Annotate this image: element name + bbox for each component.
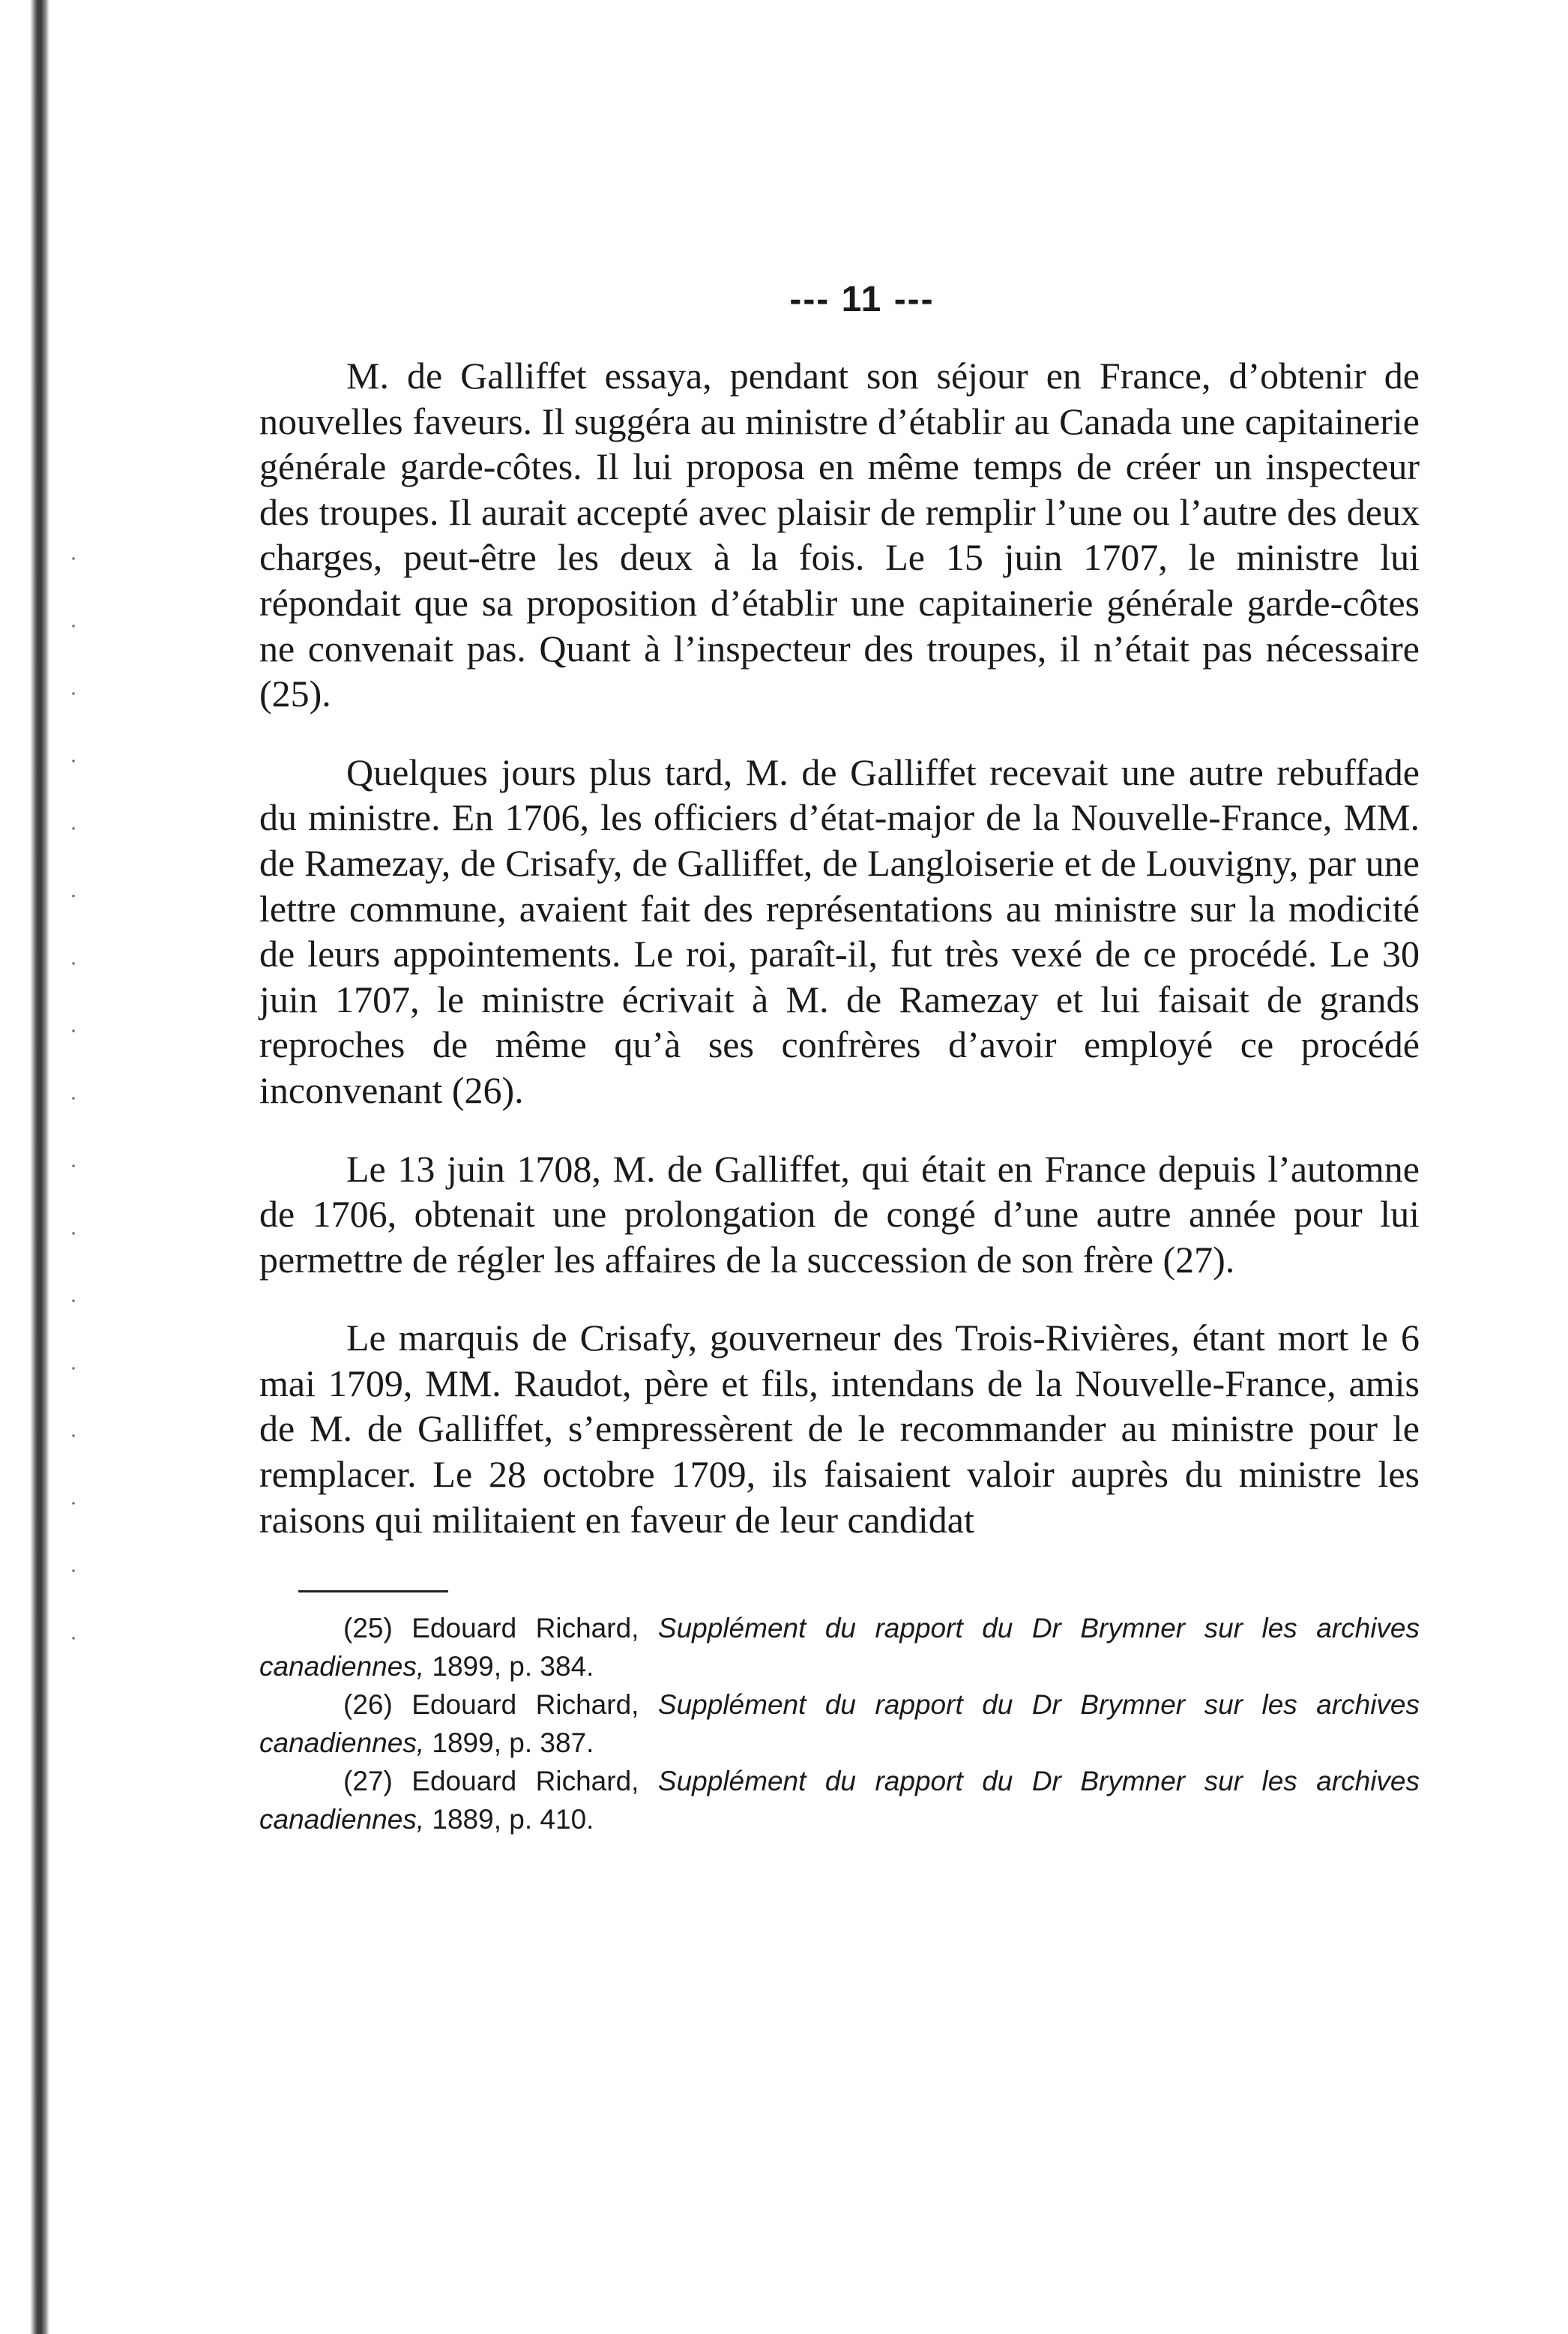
- footnote-title: Supplément du rapport du Dr Brymner sur les archives canadiennes,: [259, 1689, 1420, 1759]
- book-page: [259, 279, 1420, 1838]
- footnote-ref: 1899, p. 387.: [432, 1727, 594, 1759]
- footnote-author: Edouard Richard,: [411, 1766, 639, 1797]
- footnote-ref: 1889, p. 410.: [432, 1804, 594, 1835]
- paragraph-2: Quelques jours plus tard, M. de Galliffet recevait une autre rebuffade du ministre. En 1706, les officiers d’état-major de la Nouvelle-France, MM. de Ramezay, de Crisafy, de Galliffet, de Langloiserie et de Louvigny, par une lettre commune, avaient fait des représentations au ministre sur la modicité de leurs appointements. Le roi, paraît-il, fut très vexé de ce procédé. Le 30 juin 1707, le ministre écrivait à M. de Ramezay et lui faisait de grands reproches de même qu’à ses confrères d’avoir employé ce procédé inconvenant (26).: [259, 751, 1420, 1111]
- footnote-ref: 1899, p. 384.: [432, 1651, 594, 1682]
- scan-binding-edge: [30, 0, 49, 2334]
- footnote-divider: [298, 1590, 448, 1592]
- footnote-27: [259, 1762, 1420, 1838]
- footnote-number: (25): [343, 1613, 393, 1644]
- paragraph-1: M. de Galliffet essaya, pendant son séjour en France, d’obtenir de nouvelles faveurs. Il suggéra au ministre d’établir au Canada une capitainerie générale garde-côtes. Il lui proposa en même temps de créer un inspecteur des troupes. Il aurait accepté avec plaisir de remplir l’une ou l’autre des deux charges, peut-être les deux à la fois. Le 15 juin 1707, le ministre lui répondait que sa proposition d’établir une capitainerie générale garde-côtes ne convenait pas. Quant à l’inspecteur des troupes, il n’était pas nécessaire (25).: [259, 355, 1420, 715]
- footnote-author: Edouard Richard,: [411, 1689, 639, 1721]
- scan-noise: [66, 525, 81, 1649]
- footnote-26: [259, 1685, 1420, 1762]
- footnote-number: (26): [343, 1689, 393, 1721]
- footnote-number: (27): [343, 1766, 393, 1797]
- footnote-25: [259, 1609, 1420, 1685]
- footnote-title: Supplément du rapport du Dr Brymner sur les archives canadiennes,: [259, 1613, 1420, 1682]
- footnote-author: Edouard Richard,: [411, 1613, 639, 1644]
- paragraph-3: Le 13 juin 1708, M. de Galliffet, qui était en France depuis l’automne de 1706, obtenait une prolongation de congé d’une autre année pour lui permettre de régler les affaires de la succession de son frère (27).: [259, 1147, 1420, 1281]
- page-number: --- 11 ---: [789, 280, 935, 319]
- paragraph-4: Le marquis de Crisafy, gouverneur des Trois-Rivières, étant mort le 6 mai 1709, MM. Raudot, père et fils, intendans de la Nouvelle-France, amis de M. de Galliffet, s’empressèrent de le recommander au ministre pour le remplacer. Le 28 octobre 1709, ils faisaient valoir auprès du ministre les raisons qui militaient en faveur de leur candidat: [259, 1317, 1420, 1541]
- footnotes: [259, 1609, 1420, 1838]
- footnote-title: Supplément du rapport du Dr Brymner sur les archives canadiennes,: [259, 1766, 1420, 1835]
